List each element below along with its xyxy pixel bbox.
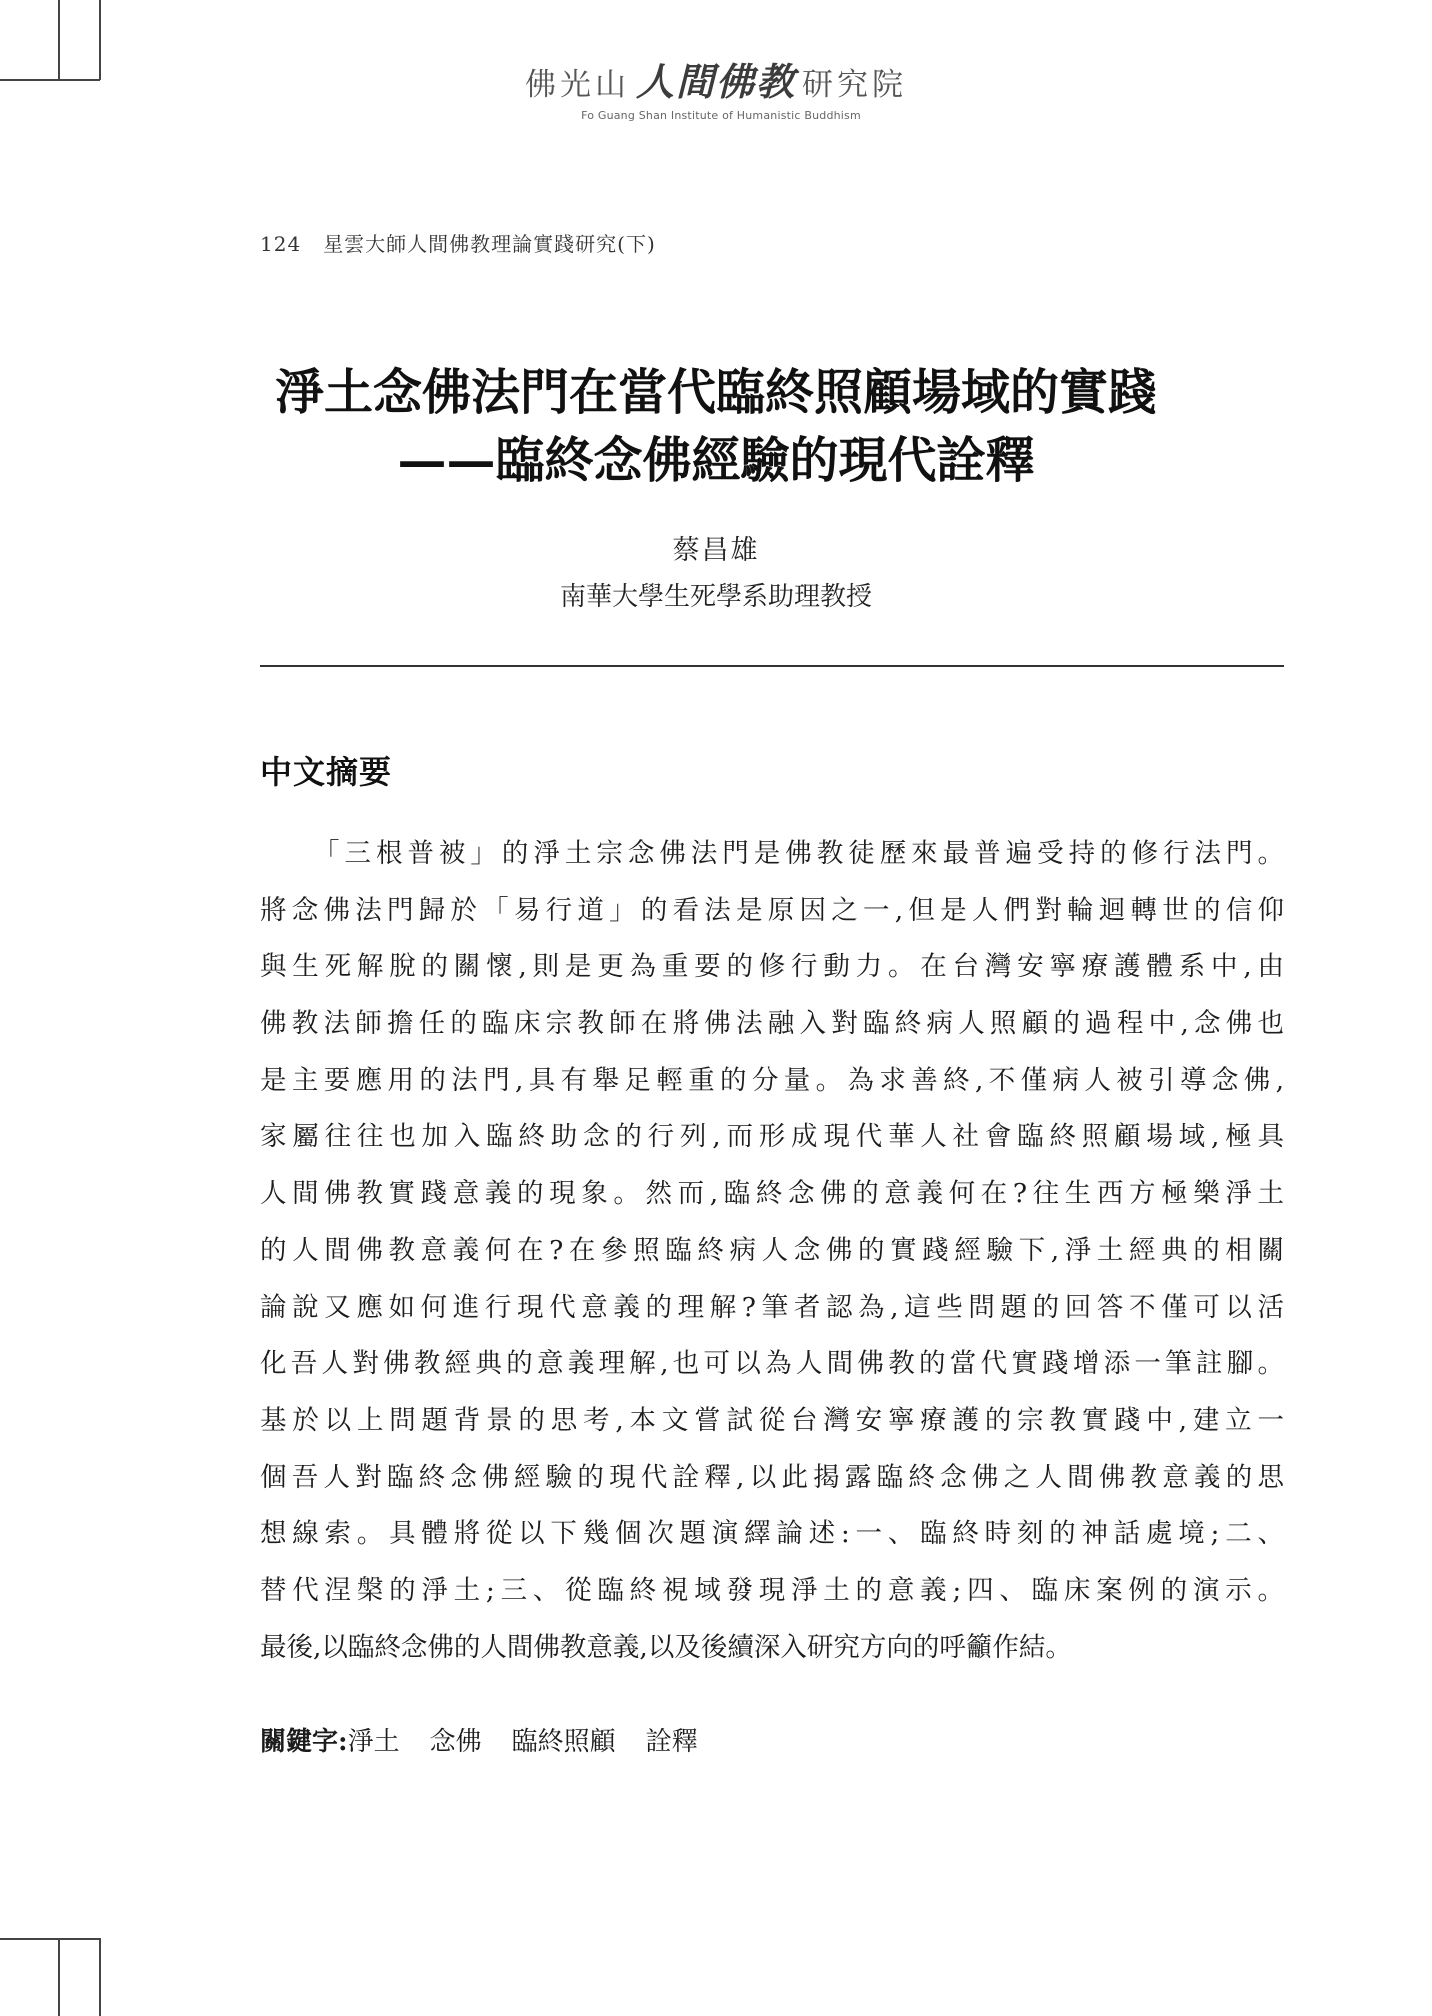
logo-right-text: 研究院	[802, 67, 907, 103]
keyword-item: 臨終照顧	[511, 1727, 616, 1757]
abstract-line: 家屬往往也加入臨終助念的行列,而形成現代華人社會臨終照顧場域,極具	[260, 1121, 1284, 1153]
abstract-line: 人間佛教實踐意義的現象。然而,臨終念佛的意義何在?往生西方極樂淨土	[260, 1178, 1284, 1210]
abstract-line: 是主要應用的法門,具有舉足輕重的分量。為求善終,不僅病人被引導念佛,	[260, 1064, 1284, 1096]
abstract-heading: 中文摘要	[260, 753, 393, 791]
page-number: 124	[260, 232, 302, 256]
crop-mark-bottom-left-horizontal	[0, 1938, 100, 1940]
running-head	[260, 228, 656, 257]
logo-brush-calligraphy: 人間佛教	[635, 59, 796, 104]
abstract-line: 的人間佛教意義何在?在參照臨終病人念佛的實踐經驗下,淨土經典的相關	[260, 1234, 1284, 1266]
abstract-line: 基於以上問題背景的思考,本文嘗試從台灣安寧療護的宗教實踐中,建立一	[260, 1404, 1284, 1436]
abstract-line: 論說又應如何進行現代意義的理解?筆者認為,這些問題的回答不僅可以活	[260, 1291, 1284, 1323]
title-line-1: 淨土念佛法門在當代臨終照顧場域的實踐	[274, 363, 1157, 421]
keyword-item: 詮釋	[645, 1727, 698, 1757]
logo-left-text: 佛光山	[524, 67, 630, 103]
abstract-body	[260, 826, 1284, 1676]
keywords	[260, 1722, 728, 1762]
title-line-2: ——臨終念佛經驗的現代詮釋	[397, 431, 1035, 489]
abstract-line: 與生死解脫的關懷,則是更為重要的修行動力。在台灣安寧療護體系中,由	[260, 951, 1284, 983]
abstract-line: 化吾人對佛教經典的意義理解,也可以為人間佛教的當代實踐增添一筆註腳。	[260, 1348, 1284, 1380]
author-name: 蔡昌雄	[672, 535, 760, 566]
crop-mark-top-left-outer-h	[0, 20, 58, 22]
abstract-line: 將念佛法門歸於「易行道」的看法是原因之一,但是人們對輪迴轉世的信仰	[260, 894, 1284, 926]
book-title: 星雲大師人間佛教理論實踐研究(下)	[323, 232, 656, 256]
abstract-line: 個吾人對臨終念佛經驗的現代詮釋,以此揭露臨終念佛之人間佛教意義的思	[260, 1461, 1284, 1493]
abstract-line: 想線索。具體將從以下幾個次題演繹論述:一、臨終時刻的神話處境;二、	[260, 1518, 1284, 1550]
article-title	[0, 358, 1432, 494]
logo-english-text: Fo Guang Shan Institute of Humanistic Buddhism	[581, 109, 861, 122]
author-affiliation: 南華大學生死學系助理教授	[559, 582, 872, 612]
keyword-item: 淨土	[347, 1727, 400, 1757]
crop-mark-bottom-left-outer	[58, 1938, 60, 2016]
abstract-line: 「三根普被」的淨土宗念佛法門是佛教徒歷來最普遍受持的修行法門。	[313, 838, 1284, 869]
abstract-line: 佛教法師擔任的臨床宗教師在將佛法融入對臨終病人照顧的過程中,念佛也	[260, 1008, 1284, 1040]
abstract-line: 替代涅槃的淨土;三、從臨終視域發現淨土的意義;四、臨床案例的演示。	[260, 1574, 1284, 1606]
keyword-item: 念佛	[429, 1727, 482, 1757]
keywords-label: 關鍵字:	[260, 1727, 348, 1757]
divider-rule	[260, 665, 1284, 667]
institute-logo	[0, 59, 1432, 122]
abstract-line: 最後,以臨終念佛的人間佛教意義,以及後續深入研究方向的呼籲作結。	[260, 1631, 1072, 1663]
crop-mark-bottom-left-vertical	[99, 1938, 101, 2016]
